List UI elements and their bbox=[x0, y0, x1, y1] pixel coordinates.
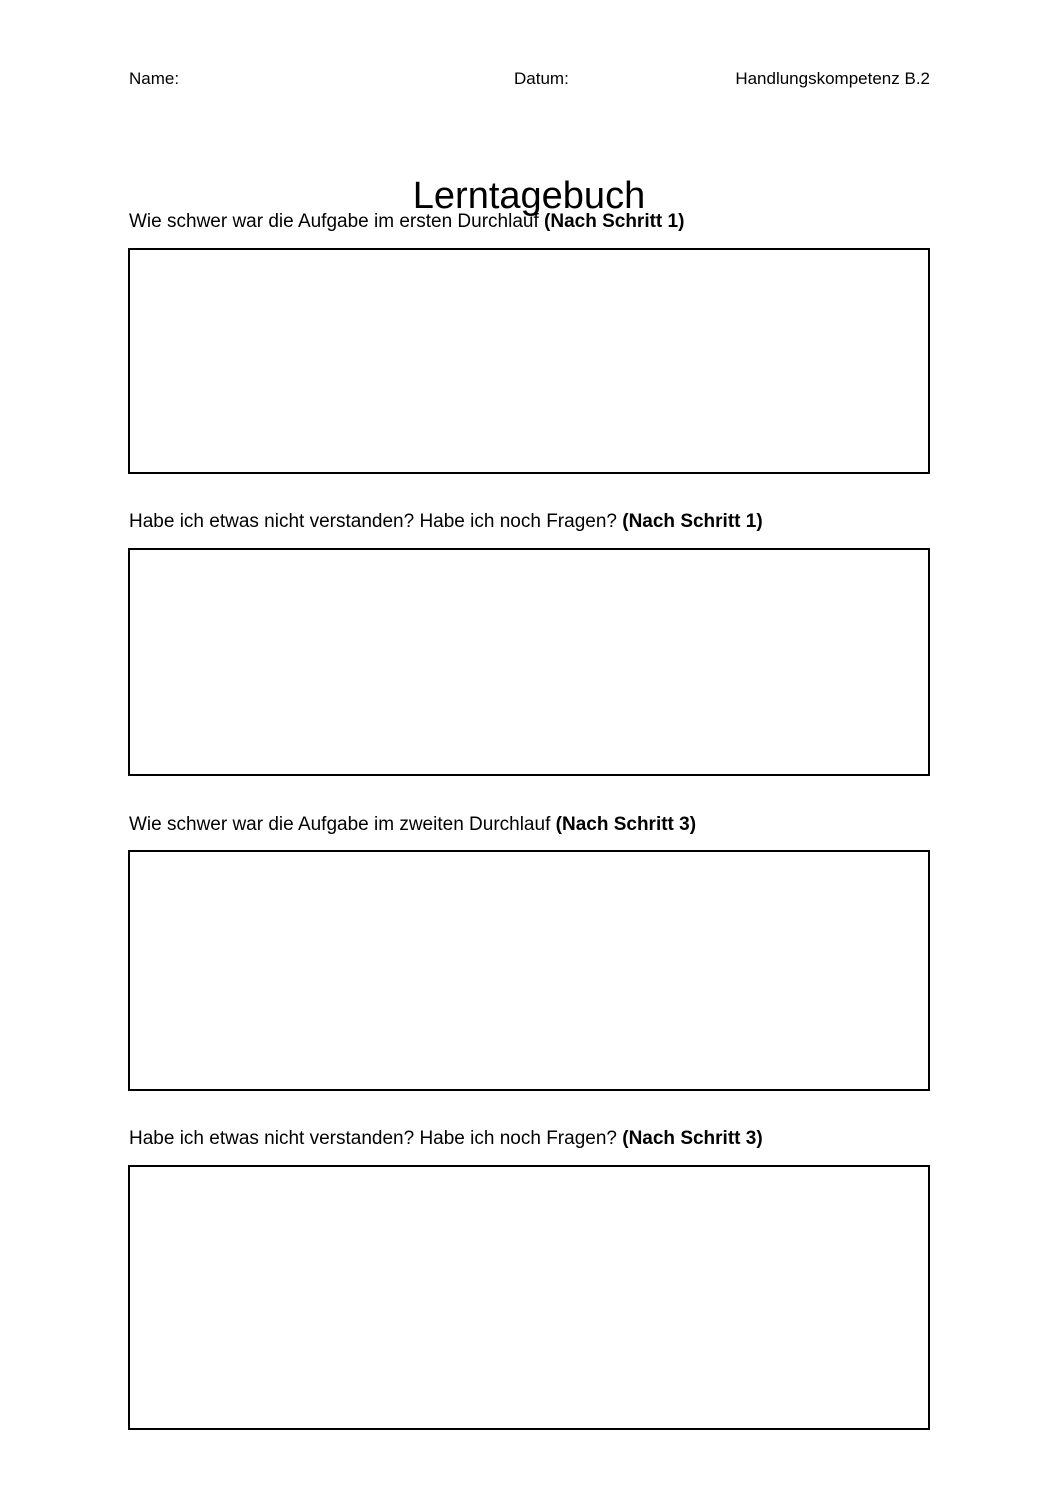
question-4-step: (Nach Schritt 3) bbox=[622, 1128, 763, 1149]
answer-box-2[interactable] bbox=[128, 548, 930, 776]
question-2 bbox=[129, 510, 763, 534]
question-3-step: (Nach Schritt 3) bbox=[555, 814, 697, 835]
name-label: Name: bbox=[129, 69, 180, 88]
question-1 bbox=[129, 210, 684, 234]
question-1-step: (Nach Schritt 1) bbox=[544, 211, 685, 232]
page-title: Lerntagebuch bbox=[412, 175, 646, 218]
question-4 bbox=[129, 1127, 763, 1151]
answer-box-3[interactable] bbox=[128, 850, 930, 1091]
answer-box-1[interactable] bbox=[128, 248, 930, 474]
question-1-text: Wie schwer war die Aufgabe im ersten Durchlauf bbox=[129, 211, 545, 232]
answer-box-4[interactable] bbox=[128, 1165, 930, 1430]
question-4-text: Habe ich etwas nicht verstanden? Habe ich noch Fragen? bbox=[129, 1128, 623, 1149]
date-label: Datum: bbox=[514, 69, 569, 88]
question-3-text: Wie schwer war die Aufgabe im zweiten Durchlauf bbox=[129, 814, 556, 835]
question-2-text: Habe ich etwas nicht verstanden? Habe ich noch Fragen? bbox=[129, 511, 623, 532]
competency-reference: Handlungskompetenz B.2 bbox=[735, 69, 930, 88]
question-2-step: (Nach Schritt 1) bbox=[622, 511, 763, 532]
question-3 bbox=[129, 813, 696, 837]
